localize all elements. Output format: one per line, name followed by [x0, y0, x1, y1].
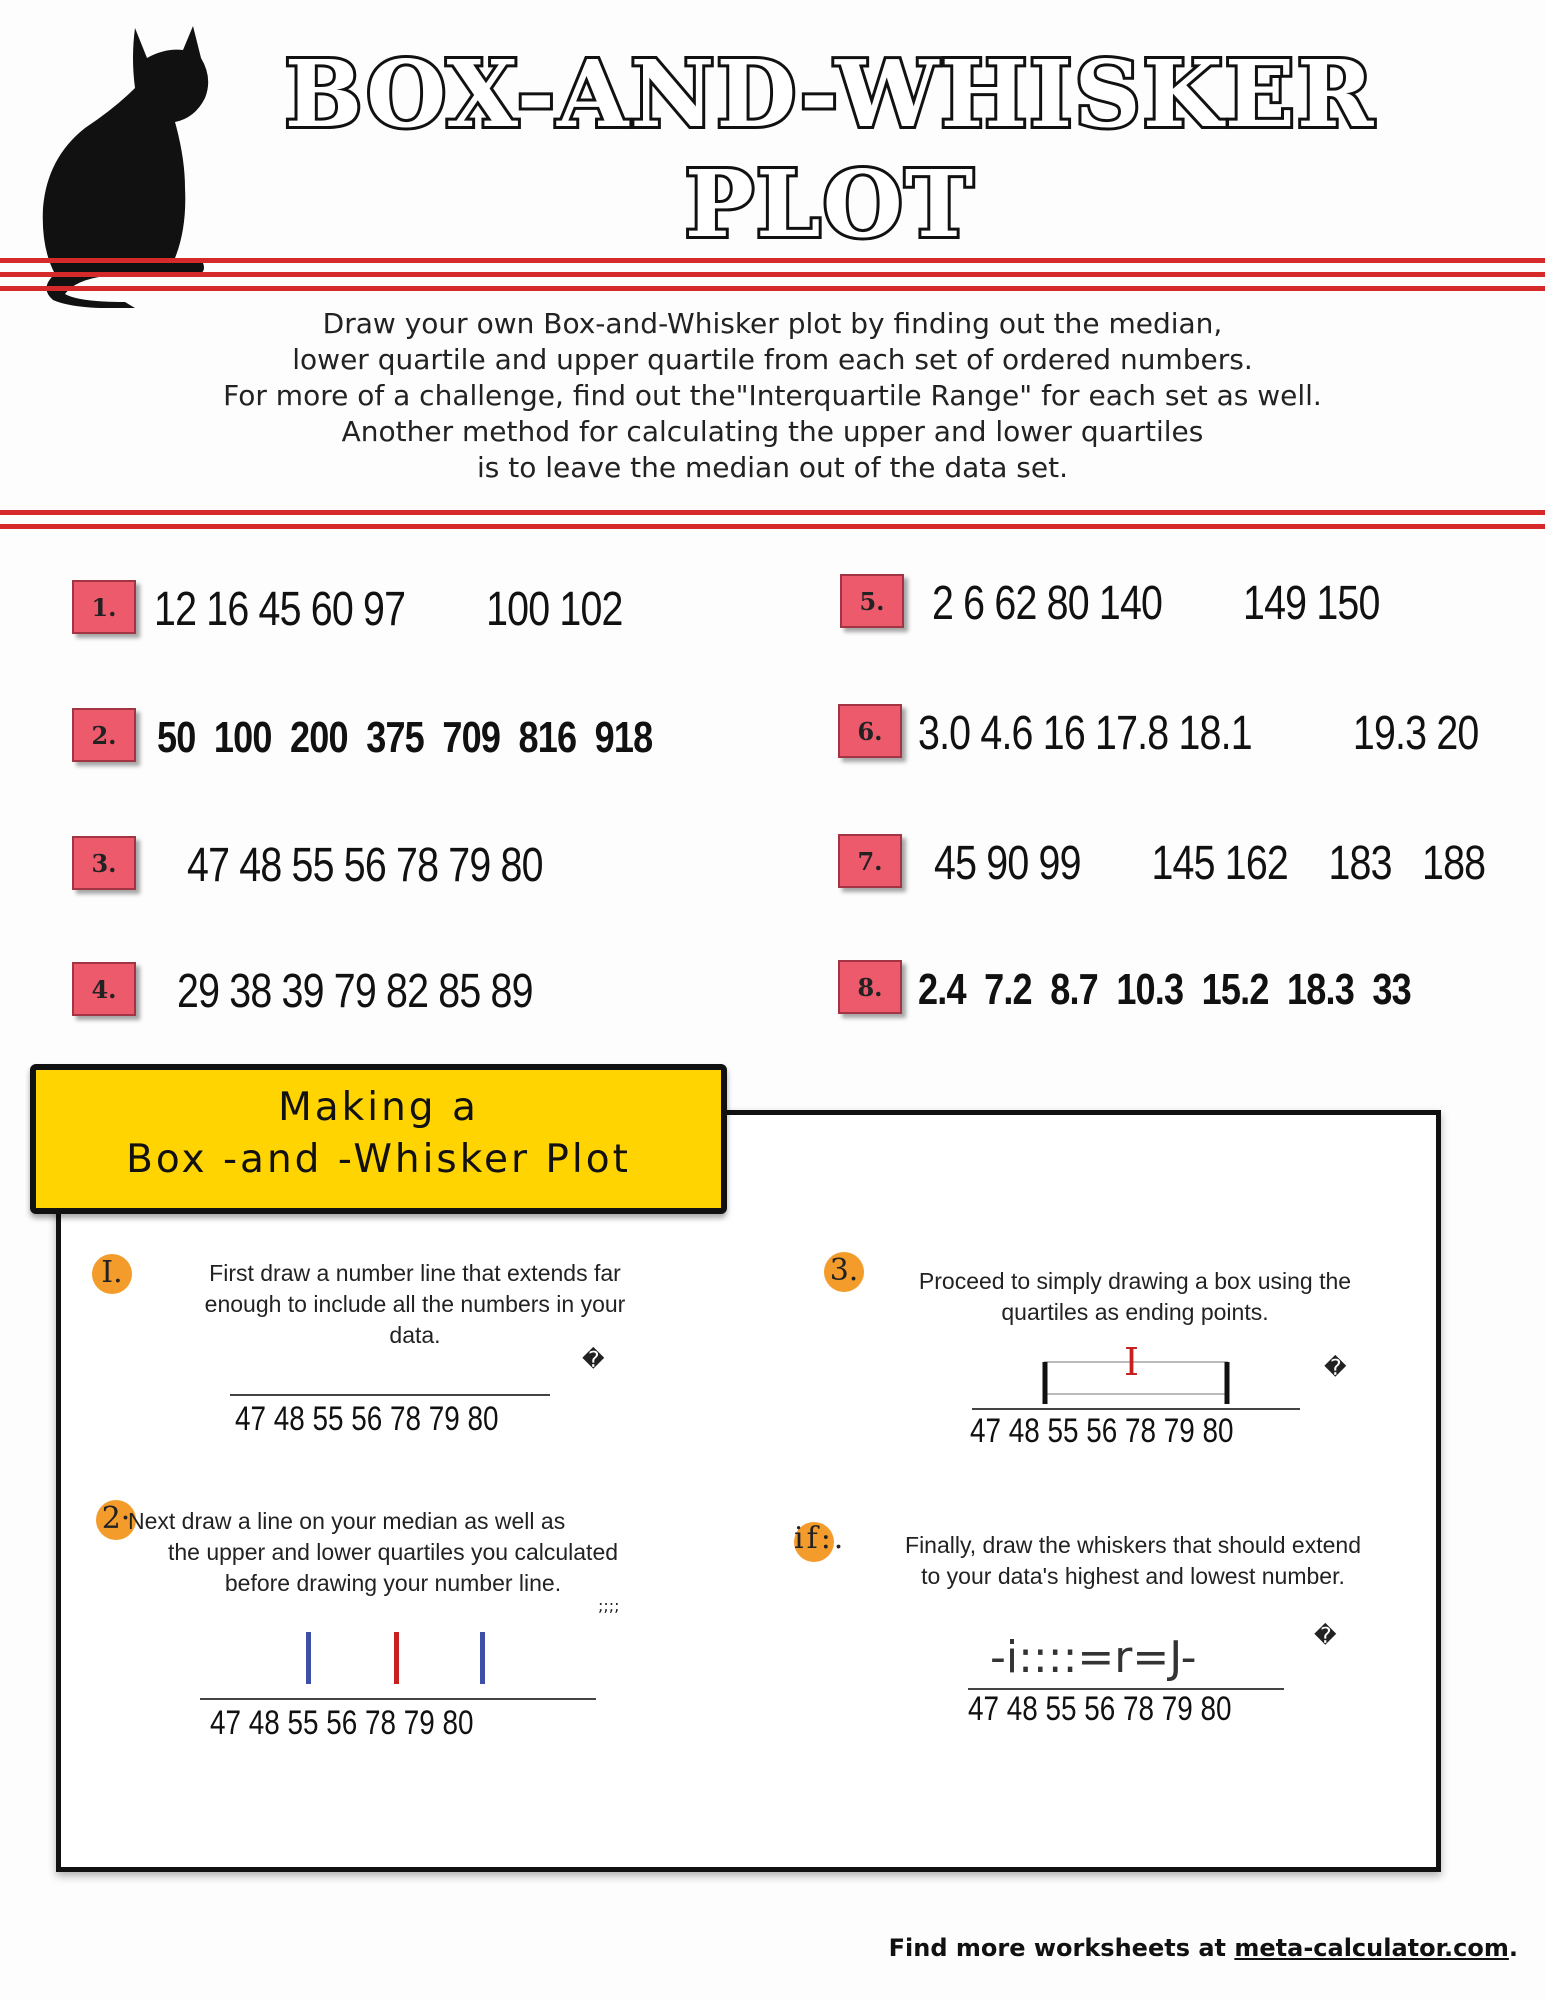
problem-number-badge: 5. — [840, 574, 904, 628]
step-3-number: 3. — [824, 1252, 864, 1292]
step-text-line: First draw a number line that extends far — [209, 1260, 621, 1286]
problem-1 — [72, 580, 772, 640]
box-plot-box — [1040, 1350, 1240, 1406]
step-text-line: Finally, draw the whiskers that should extend — [905, 1532, 1361, 1558]
step-text-line: before drawing your number line. — [224, 1570, 562, 1596]
step-1-text — [160, 1258, 670, 1351]
rule-top-2 — [0, 272, 1545, 277]
problem-2 — [72, 708, 772, 768]
step-text-line: enough to include all the numbers in your — [204, 1291, 626, 1317]
problem-number-badge: 6. — [838, 704, 902, 758]
number-line — [230, 1394, 550, 1396]
rule-mid-2 — [0, 524, 1545, 529]
step-2-text — [128, 1506, 658, 1599]
footer-prefix: Find more worksheets at — [888, 1934, 1235, 1962]
upper-quartile-tick — [480, 1632, 485, 1684]
instructions-paragraph — [140, 306, 1405, 486]
step-2-number: 2· — [96, 1500, 136, 1540]
step-text-line: Next draw a line on your median as well as — [128, 1508, 566, 1534]
section-banner — [30, 1064, 727, 1214]
number-line-labels: 47 48 55 56 78 79 80 — [210, 1704, 474, 1742]
title-line-2: PLOT — [684, 150, 976, 258]
number-line-labels: 47 48 55 56 78 79 80 — [970, 1412, 1234, 1450]
problem-numbers: 50 100 200 375 709 816 918 — [157, 713, 653, 762]
intro-line: is to leave the median out of the data set. — [476, 451, 1068, 484]
problem-number-badge: 7. — [838, 834, 902, 888]
intro-line: Another method for calculating the upper and lower quartiles — [341, 415, 1204, 448]
step-text-line: Proceed to simply drawing a box using the — [918, 1268, 1352, 1294]
problem-number-badge: 2. — [72, 708, 136, 762]
problem-numbers: 2 6 62 80 140 149 150 — [932, 577, 1380, 630]
whisker-plot-text: -i::::=r=J- — [990, 1632, 1197, 1683]
stray-mark: � — [1324, 1356, 1347, 1381]
step-1-number: I. — [92, 1254, 132, 1294]
rule-top-3 — [0, 286, 1545, 291]
step-4-number-label: if:. — [794, 1521, 847, 1556]
problem-8 — [838, 960, 1528, 1020]
step-3-text — [870, 1266, 1400, 1328]
problem-3 — [72, 836, 772, 896]
problem-numbers: 12 16 45 60 97 100 102 — [154, 583, 623, 636]
number-line-labels: 47 48 55 56 78 79 80 — [235, 1400, 499, 1438]
problem-number-badge: 1. — [72, 580, 136, 634]
median-marker: I — [1124, 1340, 1140, 1384]
step-text-line: quartiles as ending points. — [1001, 1299, 1269, 1325]
stray-mark: � — [1314, 1624, 1337, 1649]
footer-link[interactable]: meta-calculator.com — [1234, 1934, 1509, 1962]
number-line — [972, 1408, 1300, 1410]
problem-number-badge: 3. — [72, 836, 136, 890]
median-tick — [394, 1632, 399, 1684]
step-4-text — [868, 1530, 1398, 1592]
intro-line: Draw your own Box-and-Whisker plot by finding out the median, — [322, 307, 1223, 340]
number-line — [200, 1698, 596, 1700]
instructions-panel — [56, 1110, 1441, 1872]
problem-7 — [838, 834, 1528, 894]
banner-line-2: Box -and -Whisker Plot — [126, 1137, 631, 1182]
problem-number-badge: 4. — [72, 962, 136, 1016]
rule-top-1 — [0, 258, 1545, 263]
problem-numbers: 29 38 39 79 82 85 89 — [177, 965, 533, 1018]
banner-line-1: Making a — [278, 1085, 479, 1130]
intro-line: lower quartile and upper quartile from each set of ordered numbers. — [292, 343, 1253, 376]
problem-numbers: 45 90 99 145 162 183 188 — [934, 837, 1486, 890]
problem-4 — [72, 962, 772, 1022]
problem-5 — [840, 574, 1530, 634]
cat-silhouette-icon — [35, 18, 210, 308]
number-line-labels: 47 48 55 56 78 79 80 — [968, 1690, 1232, 1728]
problem-numbers: 2.4 7.2 8.7 10.3 15.2 18.3 33 — [918, 965, 1411, 1014]
footer-suffix: . — [1508, 1934, 1518, 1962]
intro-line: For more of a challenge, find out the"Interquartile Range" for each set as well. — [223, 379, 1322, 412]
step-text-line: data. — [389, 1322, 441, 1348]
step-text-line: the upper and lower quartiles you calculated — [167, 1539, 619, 1565]
stray-mark: ;;;; — [598, 1596, 620, 1615]
stray-mark: � — [582, 1348, 605, 1373]
problem-numbers: 47 48 55 56 78 79 80 — [187, 839, 543, 892]
footer-credit — [889, 1934, 1518, 1962]
step-text-line: to your data's highest and lowest number. — [921, 1563, 1345, 1589]
problem-number-badge: 8. — [838, 960, 902, 1014]
title-line-1: BOX-AND-WHISKER — [284, 40, 1376, 148]
lower-quartile-tick — [306, 1632, 311, 1684]
problem-6 — [838, 704, 1528, 764]
problem-numbers: 3.0 4.6 16 17.8 18.1 19.3 20 — [918, 707, 1479, 760]
rule-mid-1 — [0, 510, 1545, 515]
